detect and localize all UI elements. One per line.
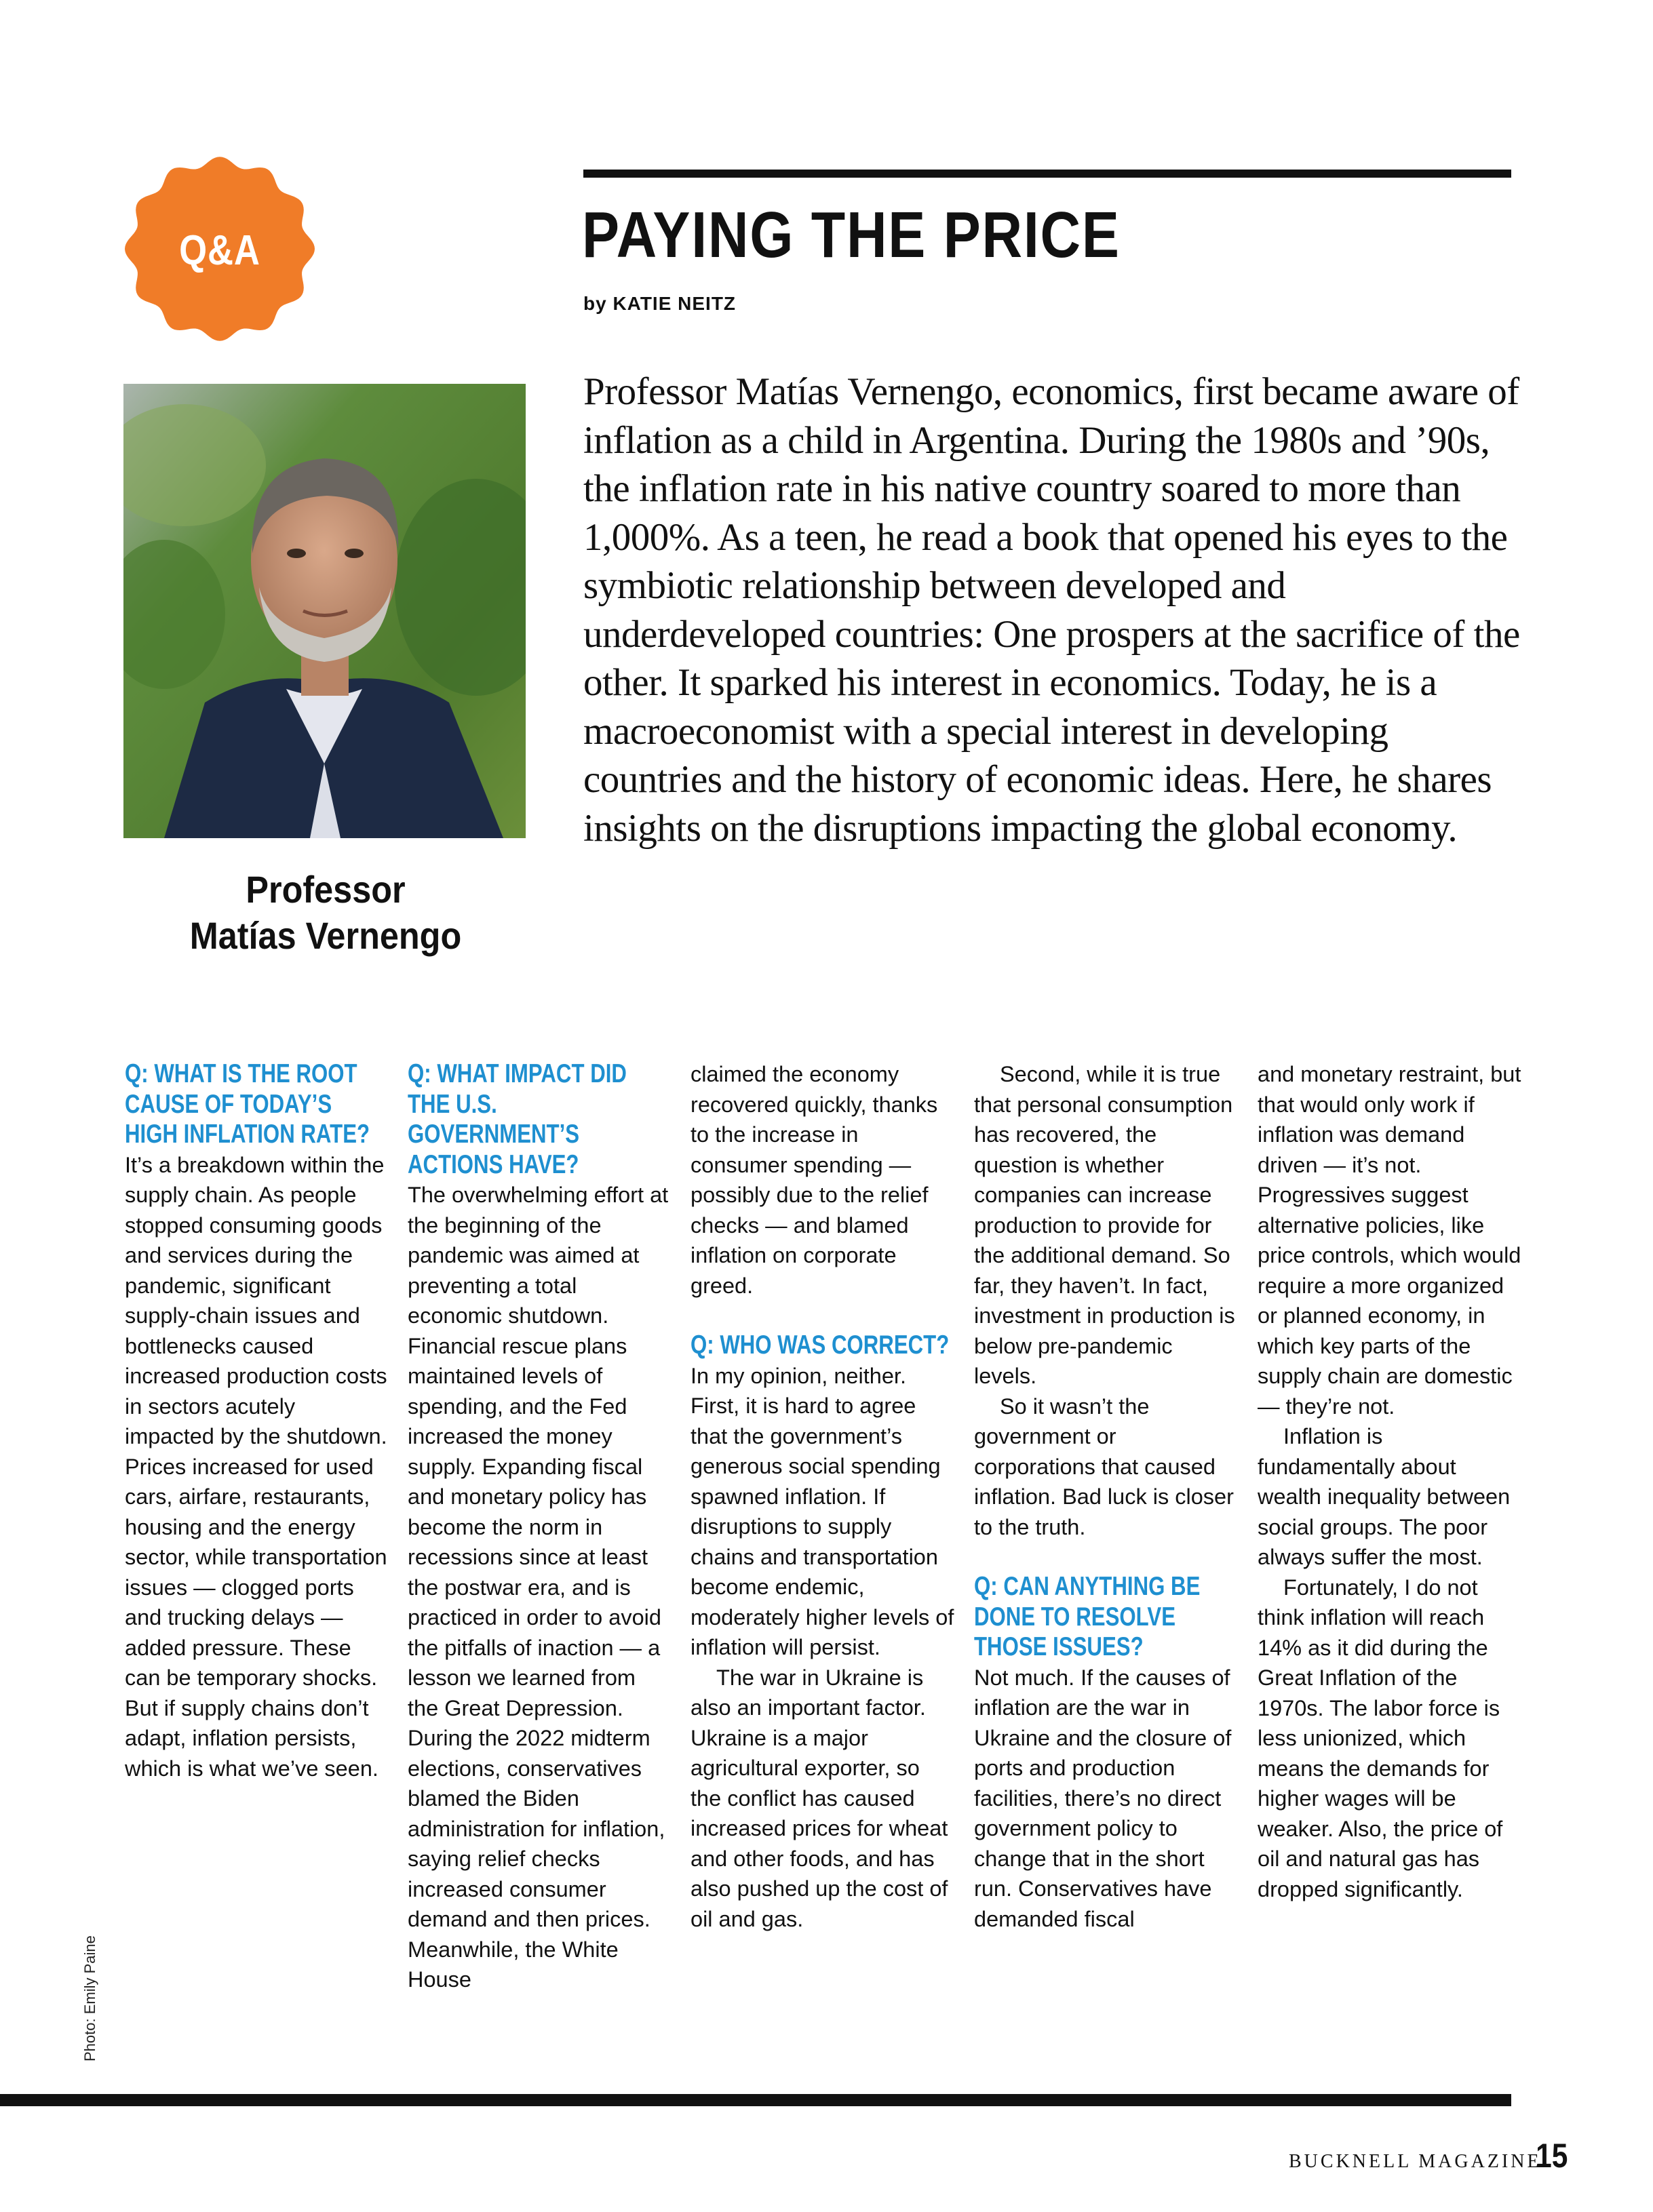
footer-rule <box>0 2094 1511 2106</box>
question-2: Q: WHAT IMPACT DID THE U.S. GOVERNMENT’S ACTIONS HAVE? <box>408 1059 627 1179</box>
column-2 <box>408 1059 672 1995</box>
photo-caption <box>130 867 521 959</box>
portrait-photo <box>123 384 526 838</box>
column-4 <box>974 1059 1239 1934</box>
question-3: Q: WHO WAS CORRECT? <box>691 1330 950 1360</box>
answer-2: The overwhelming effort at the beginning of the pandemic was aimed at preventing a total economic shutdown. Financial rescue plans maintained levels of spending, and the Fed increased the money supply. Expanding fiscal and monetary policy has become the norm in recessions since at least the postwar era, and is practiced in order to avoid the pitfalls of inaction — a lesson we learned from the Great Depression. During the 2022 midterm elections, conservatives blamed the Biden administration for inflation, saying relief checks increased consumer demand and then prices. Meanwhile, the White House <box>408 1183 669 1992</box>
byline: by KATIE NEITZ <box>583 293 737 314</box>
title-rule <box>583 170 1511 178</box>
answer-3-second: Second, while it is true that personal consumption has recovered, the question is whether companies can increase production to provide for the additional demand. So far, they haven’t. In fact, investment in production is below pre-pandemic levels. <box>974 1062 1235 1388</box>
article-title: PAYING THE PRICE <box>582 199 1121 271</box>
caption-line-1: Professor <box>246 868 406 911</box>
answer-2-continued: claimed the economy recovered quickly, thanks to the increase in consumer spending — possibly due to the relief checks — and blamed inflation on corporate greed. <box>691 1062 938 1298</box>
answer-3-ukraine: The war in Ukraine is also an important factor. Ukraine is a major agricultural exporter, so the conflict has caused increased prices for wheat and other foods, and has also pushed up the cost of oil and gas. <box>691 1665 948 1931</box>
answer-4: Not much. If the causes of inflation are the war in Ukraine and the closure of ports and production facilities, there’s no direct government policy to change that in the short run. Conservatives have demanded fiscal <box>974 1665 1232 1931</box>
answer-4-outlook: Fortunately, I do not think inflation will reach 14% as it did during the Great Inflation of the 1970s. The labor force is less unionized, which means the demands for higher wages will be weaker. Also, the price of oil and natural gas has dropped significantly. <box>1258 1575 1503 1901</box>
question-4: Q: CAN ANYTHING BE DONE TO RESOLVE THOSE ISSUES? <box>974 1572 1201 1661</box>
magazine-name: BUCKNELL MAGAZINE <box>1289 2151 1542 2172</box>
page-number: 15 <box>1536 2137 1568 2175</box>
answer-4-continued: and monetary restraint, but that would only work if inflation was demand driven — it’s not. Progressives suggest alternative policies, like price controls, which would require a more organized or planned economy, in which key parts of the supply chain are domestic — they’re not. <box>1258 1062 1521 1419</box>
article-body <box>125 1059 1522 1992</box>
question-1: Q: WHAT IS THE ROOT CAUSE OF TODAY’S HIGH INFLATION RATE? <box>125 1059 370 1149</box>
qa-badge <box>118 151 322 347</box>
badge-label: Q&A <box>179 227 260 274</box>
intro-paragraph: Professor Matías Vernengo, economics, first became aware of inflation as a child in Argentina. During the 1980s and ’90s, the inflation rate in his native country soared to more than 1,000%. As a teen, he read a book that opened his eyes to the symbiotic relationship between developed and underdeveloped countries: One prospers at the sacrifice of the other. It sparked his interest in economics. Today, he is a macroeconomist with a special interest in developing countries and the history of economic ideas. Here, he shares insights on the disruptions impacting the global economy. <box>583 370 1520 850</box>
column-5 <box>1258 1059 1522 1904</box>
caption-line-2: Matías Vernengo <box>189 914 462 957</box>
answer-3-conclusion: So it wasn’t the government or corporations that caused inflation. Bad luck is closer to the truth. <box>974 1394 1234 1539</box>
portrait-image <box>123 384 526 838</box>
photo-credit: Photo: Emily Paine <box>81 1935 98 2061</box>
column-1 <box>125 1059 389 1783</box>
answer-4-inequality: Inflation is fundamentally about wealth inequality between social groups. The poor always suffer the most. <box>1258 1424 1511 1569</box>
answer-3: In my opinion, neither. First, it is hard to agree that the government’s generous social spending spawned inflation. If disruptions to supply chains and transportation become endemic, moderately higher levels of inflation will persist. <box>691 1363 954 1659</box>
answer-1: It’s a breakdown within the supply chain. As people stopped consuming goods and services during the pandemic, significant supply-chain issues and bottlenecks caused increased production costs in sectors acutely impacted by the shutdown. Prices increased for used cars, airfare, restaurants, housing and the energy sector, while transportation issues — clogged ports and trucking delays — added pressure. These can be temporary shocks. But if supply chains don’t adapt, inflation persists, which is what we’ve seen. <box>125 1152 387 1781</box>
column-3 <box>691 1059 955 1934</box>
